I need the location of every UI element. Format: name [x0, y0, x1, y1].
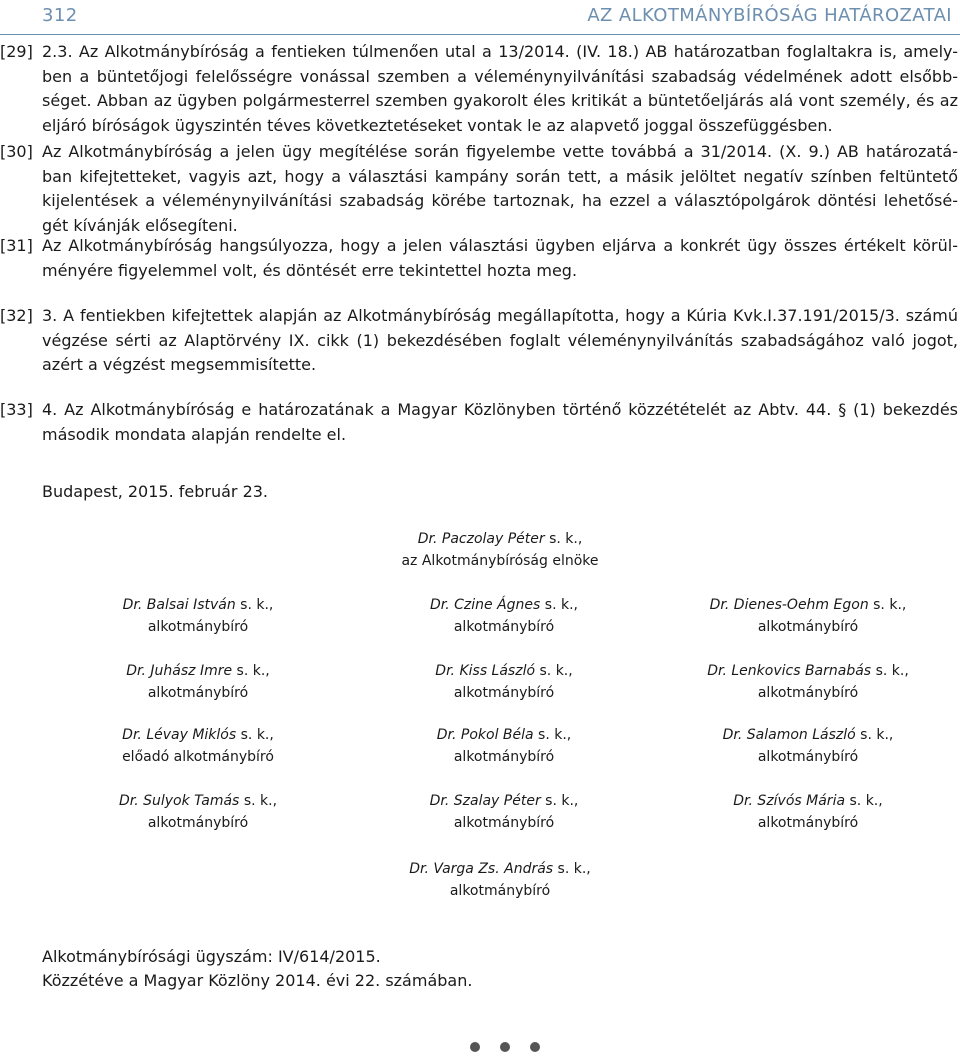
signatory-role: alkotmánybíró — [757, 619, 859, 635]
signatory-role: alkotmánybíró — [147, 685, 249, 701]
signatory-name: Dr. Balsai István s. k., — [122, 597, 274, 613]
publication-note: Közzétéve a Magyar Közlöny 2014. évi 22. számában. — [42, 971, 473, 990]
signatory-name: Dr. Szalay Péter s. k., — [429, 793, 579, 809]
signature-judge — [48, 790, 348, 834]
paragraph-text: 3. A fentiekben kifejtettek alapján az Alkotmánybíróság megállapította, hogy a Kúria Kvk.I.37.191/2015/3. számú végzése sérti az Alaptörvény IX. cikk (1) bekezdésében foglalt véleménynyilvánítás szabadságához való jogot, azért a végzést megsemmisítette. — [42, 306, 958, 374]
signatory-role: alkotmánybíró — [449, 883, 551, 899]
running-header — [42, 2, 952, 28]
signature-judge — [350, 858, 650, 902]
signatory-name: Dr. Salamon László s. k., — [722, 727, 894, 743]
paragraph-32 — [0, 304, 960, 378]
signature-judge — [48, 724, 348, 768]
signatory-role: előadó alkotmánybíró — [122, 749, 274, 765]
signatory-role: alkotmánybíró — [453, 815, 555, 831]
place-and-date: Budapest, 2015. február 23. — [42, 482, 269, 501]
paragraph-33 — [0, 398, 960, 447]
paragraph-text: 4. Az Alkotmánybíróság e határozatának a Magyar Közlönyben történő közzétételét az Abtv. 44. § (1) bekezdés második mondata alapján rendelte el. — [42, 400, 958, 444]
paragraph-number: [30] — [0, 142, 33, 161]
signatory-name: Dr. Szívós Mária s. k., — [733, 793, 883, 809]
case-number: Alkotmánybírósági ügyszám: IV/614/2015. — [42, 947, 381, 966]
paragraph-29 — [0, 40, 960, 138]
signatory-role: alkotmánybíró — [757, 685, 859, 701]
signatory-name: Dr. Sulyok Tamás s. k., — [118, 793, 278, 809]
signatory-name: Dr. Juhász Imre s. k., — [126, 663, 270, 679]
signature-judge — [354, 594, 654, 638]
signature-judge — [48, 660, 348, 704]
paragraph-number: [32] — [0, 306, 33, 325]
signature-judge — [48, 594, 348, 638]
paragraph-text: Az Alkotmánybíróság hangsúlyozza, hogy a jelen választási ügyben eljárva a konkrét ügy összes értékelt körül-ményére figyelemmel volt, és döntését erre tekintettel hozta meg. — [42, 236, 958, 280]
signatory-name: Dr. Paczolay Péter s. k., — [417, 531, 583, 547]
dot-icon — [470, 1042, 480, 1052]
signatory-name: Dr. Varga Zs. András s. k., — [409, 861, 591, 877]
section-title: AZ ALKOTMÁNYBÍRÓSÁG HATÁROZATAI — [587, 4, 952, 26]
paragraph-31 — [0, 234, 960, 283]
signature-president — [350, 528, 650, 572]
signatory-role: alkotmánybíró — [147, 619, 249, 635]
signatory-role: alkotmánybíró — [757, 815, 859, 831]
signature-judge — [658, 724, 958, 768]
signatory-name: Dr. Lenkovics Barnabás s. k., — [707, 663, 909, 679]
signature-judge — [354, 790, 654, 834]
signatory-role: alkotmánybíró — [453, 619, 555, 635]
signatory-name: Dr. Czine Ágnes s. k., — [429, 597, 578, 613]
section-end-dots — [470, 1042, 540, 1052]
signature-judge — [658, 594, 958, 638]
paragraph-number: [31] — [0, 236, 33, 255]
signature-judge — [354, 660, 654, 704]
signatory-role: alkotmánybíró — [147, 815, 249, 831]
dot-icon — [500, 1042, 510, 1052]
signatory-role: alkotmánybíró — [757, 749, 859, 765]
page-number: 312 — [42, 4, 78, 26]
signature-judge — [658, 790, 958, 834]
paragraph-text: Az Alkotmánybíróság a jelen ügy megítélése során figyelembe vette továbbá a 31/2014. (X. 9.) AB határozatá-ban kifejtetteket, vagyis azt, hogy a választási kampány során tett, a másik jelöltet negatív színben feltüntető kijelentések a véleménynyilvánítási szabadság körébe tartoznak, ha ezzel a választópolgárok döntési lehetősé-gét kívánják elősegíteni. — [42, 142, 958, 235]
dot-icon — [530, 1042, 540, 1052]
paragraph-text: 2.3. Az Alkotmánybíróság a fentieken túlmenően utal a 13/2014. (IV. 18.) AB határozatban foglaltakra is, amely-ben a büntetőjogi felelősségre vonással szemben a véleménynyilvánítási szabadság védelmének adott elsőbb-séget. Abban az ügyben polgármesterrel szemben gyakorolt éles kritikát a büntetőeljárás alá vont személy, és az eljáró bíróságok ügyszintén téves következtetéseket vontak le az alapvető joggal összefüggésben. — [42, 42, 958, 135]
signatory-name: Dr. Lévay Miklós s. k., — [122, 727, 274, 743]
signatory-role: az Alkotmánybíróság elnöke — [401, 553, 599, 569]
signatory-role: alkotmánybíró — [453, 685, 555, 701]
paragraph-number: [29] — [0, 42, 33, 61]
paragraph-number: [33] — [0, 400, 33, 419]
signatory-name: Dr. Dienes-Oehm Egon s. k., — [709, 597, 907, 613]
header-divider — [0, 34, 960, 35]
signature-judge — [658, 660, 958, 704]
paragraph-30 — [0, 140, 960, 238]
signature-judge — [354, 724, 654, 768]
signatory-name: Dr. Pokol Béla s. k., — [436, 727, 572, 743]
signatory-name: Dr. Kiss László s. k., — [435, 663, 573, 679]
signatory-role: alkotmánybíró — [453, 749, 555, 765]
